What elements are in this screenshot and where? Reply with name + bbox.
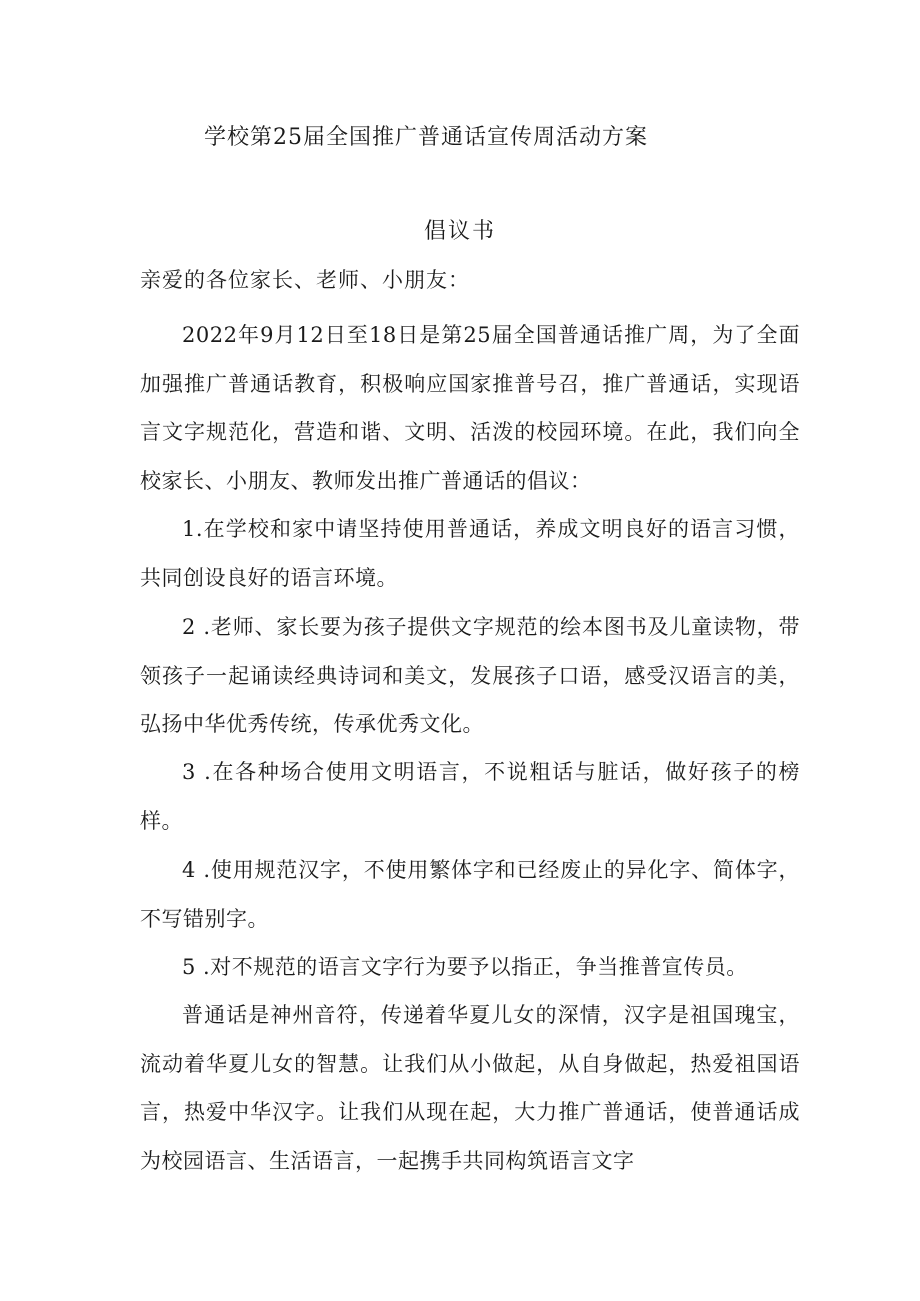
paragraph: 5 .对不规范的语言文字行为要予以指正，争当推普宣传员。 (182, 955, 748, 979)
body-paragraph-intro (140, 311, 800, 505)
document-title: 学校第25届全国推广普通话宣传周活动方案 (204, 125, 648, 150)
paragraph: 普通话是神州音符，传递着华夏儿女的深情，汉字是祖国瑰宝，流动着华夏儿女的智慧。让我们从小做起，从自身做起，热爱祖国语言，热爱中华汉字。让我们从现在起，大力推广普通话，使普通话成为校园语言、生活语言，一起携手共同构筑语言文字 (140, 1003, 800, 1173)
body-paragraph-item-1 (140, 505, 800, 602)
body-paragraph-item-5 (140, 943, 800, 992)
paragraph: 3 .在各种场合使用文明语言，不说粗话与脏话，做好孩子的榜样。 (140, 760, 800, 833)
paragraph: 2022年9月12日至18日是第25届全国普通话推广周，为了全面加强推广普通话教育，积极响应国家推普号召，推广普通话，实现语言文字规范化，营造和谐、文明、活泼的校园环境。在此，我们向全校家长、小朋友、教师发出推广普通话的倡议： (140, 323, 800, 493)
paragraph: 2 .老师、家长要为孩子提供文字规范的绘本图书及儿童读物，带领孩子一起诵读经典诗词和美文，发展孩子口语，感受汉语言的美，弘扬中华优秀传统，传承优秀文化。 (140, 615, 800, 736)
paragraph: 1.在学校和家中请坚持使用普通话，养成文明良好的语言习惯，共同创设良好的语言环境。 (140, 517, 800, 590)
body-paragraph-item-4 (140, 846, 800, 943)
section-title: 倡议书 (423, 219, 496, 244)
body-paragraph-item-2 (140, 603, 800, 749)
body-paragraph-closing (140, 991, 800, 1185)
body-paragraph-item-3 (140, 748, 800, 845)
paragraph: 4 .使用规范汉字，不使用繁体字和已经废止的异化字、简体字，不写错别字。 (140, 858, 800, 931)
greeting-line: 亲爱的各位家长、老师、小朋友： (140, 268, 470, 292)
